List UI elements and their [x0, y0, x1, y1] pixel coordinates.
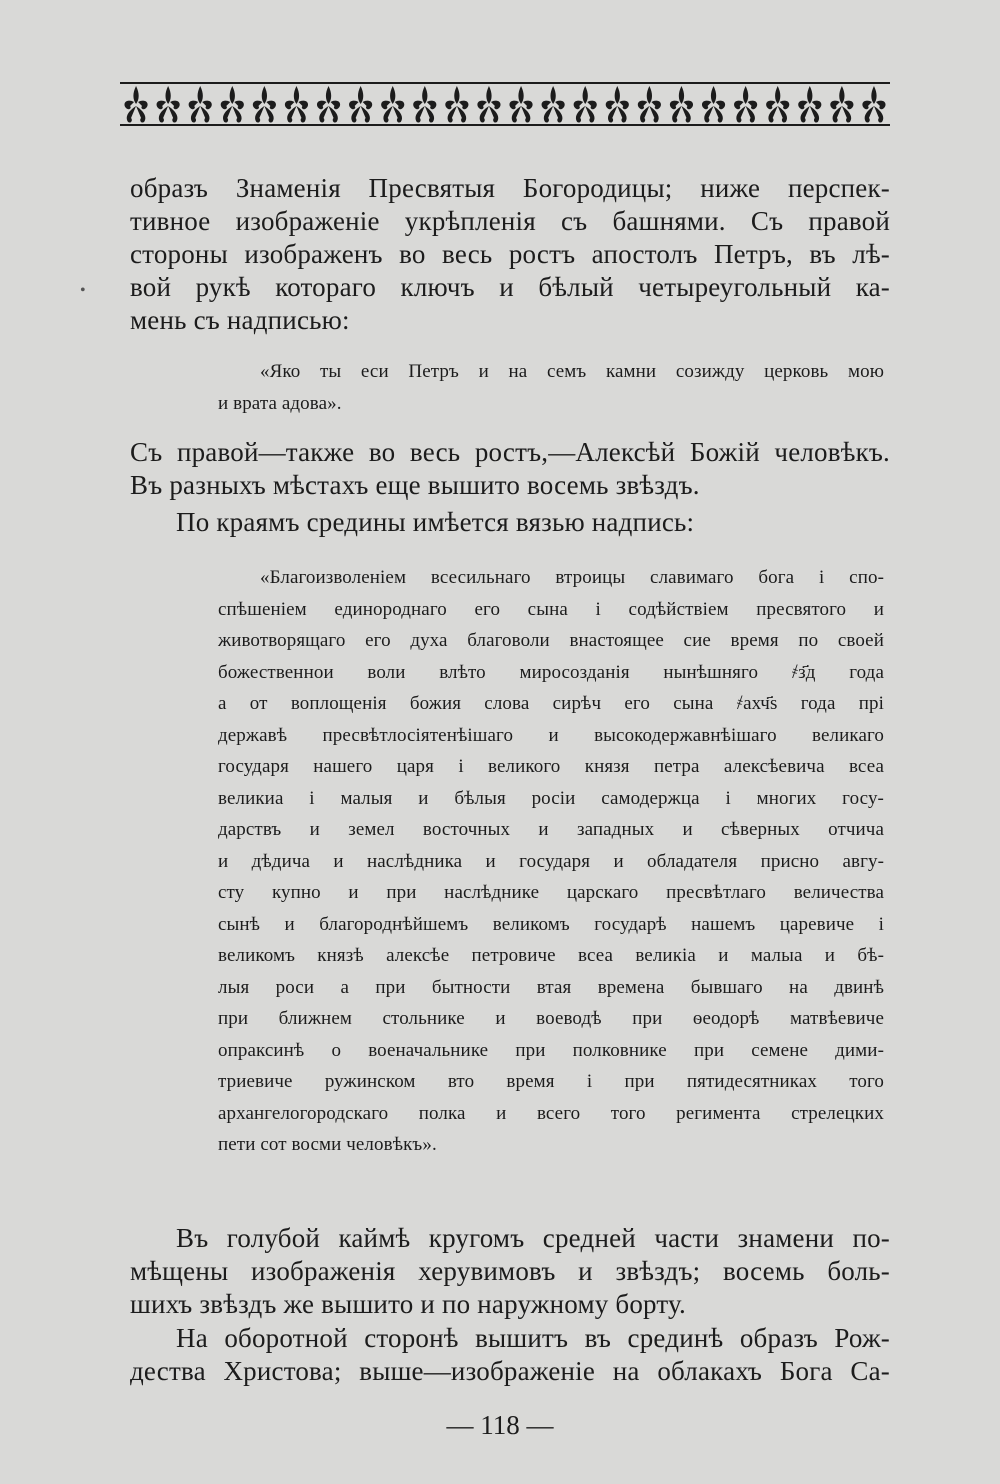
text-line: вой рукѣ котораго ключъ и бѣлый четыреугольный ка-	[130, 272, 890, 302]
quote-line: сту купно и при наслѣднике царскаго пресвѣтлаго величества	[218, 882, 884, 903]
quote-line: животворящаго его духа благоволи внастоящее сие время по своей	[218, 630, 884, 651]
text-line: Въ голубой каймѣ кругомъ средней части знамени по-	[176, 1223, 890, 1253]
quote-line: «Яко ты еси Петръ и на семъ камни созижду церковь мою	[260, 361, 884, 382]
quote-line: великиа і малыя и бѣлыя росіи самодержца і многих госу-	[218, 787, 884, 809]
quote-line: сынѣ и благороднѣйшемъ великомъ государѣ нашемъ царевиче і	[218, 913, 884, 935]
quote-line: и дѣдича и наслѣдника и государя и обладателя присно авгу-	[218, 850, 884, 872]
quote-line: пети сот восми человѣкъ».	[218, 1134, 437, 1155]
quote-line: дарствъ и земел восточных и западных и сѣверных отчича	[218, 819, 884, 840]
quote-line: и врата адова».	[218, 392, 342, 414]
text-line: Въ разныхъ мѣстахъ еще вышито восемь звѣздъ.	[130, 470, 700, 500]
ornament-icon	[120, 80, 890, 128]
paragraph-3	[130, 506, 890, 539]
paragraph-5	[130, 1322, 890, 1388]
text-line: Съ правой—также во весь ростъ,—Алексѣй Божій человѣкъ.	[130, 437, 890, 467]
paragraph-4	[130, 1222, 890, 1321]
quote-line: спѣшеніем единороднаго его сына і содѣйствіем пресвятого и	[218, 598, 884, 620]
quote-line: державѣ пресвѣтлосіятенѣішаго и высокодержавнѣішаго великаго	[218, 724, 884, 746]
quote-line: лыя роси а при бытности втая времена бывшаго на двинѣ	[218, 976, 884, 998]
text-line: шихъ звѣздъ же вышито и по наружному борту.	[130, 1289, 686, 1319]
text-line: На оборотной сторонѣ вышитъ въ срединѣ образъ Рож-	[176, 1323, 890, 1353]
page-number: — 118 —	[446, 1410, 554, 1440]
quote-line: «Благоизволеніем всесильнаго втроицы славимаго бога і спо-	[260, 567, 884, 588]
ornamental-header-border	[120, 80, 890, 128]
quote-line: государя нашего царя і великого князя петра алексѣевича всеа	[218, 756, 884, 777]
quote-line: великомъ князѣ алексѣе петровиче всеа великіа и малыа и бѣ-	[218, 945, 884, 966]
text-line: дества Христова; выше—изображеніе на облакахъ Бога Са-	[130, 1356, 890, 1386]
quote-line: а от воплощенія божия слова сирѣч его сына ҂ахч҃ѕ года прі	[218, 693, 884, 714]
quote-line: архангелогородскаго полка и всего того регимента стрелецких	[218, 1102, 884, 1124]
margin-mark: •	[80, 282, 86, 299]
text-line: мѣщены изображенія херувимовъ и звѣздъ; восемь боль-	[130, 1256, 890, 1286]
quote-line: божественнои воли влѣто миросозданія нынѣшняго ҂з҃д года	[218, 661, 884, 683]
quote-line: опраксинѣ о военачальнике при полковнике при семене дими-	[218, 1039, 884, 1061]
text-line: образъ Знаменія Пресвятыя Богородицы; ниже перспек-	[130, 173, 890, 203]
paragraph-1	[130, 172, 890, 337]
text-line: тивное изображеніе укрѣпленія съ башнями. Съ правой	[130, 206, 890, 236]
quote-line: при ближнем стольнике и воеводѣ при ѳеодорѣ матвѣевиче	[218, 1008, 884, 1029]
text-line: стороны изображенъ во весь ростъ апостолъ Петръ, въ лѣ-	[130, 239, 890, 269]
text-line: По краямъ средины имѣется вязью надпись:	[176, 507, 695, 537]
quote-1	[218, 356, 884, 419]
paragraph-2	[130, 436, 890, 502]
quote-2	[218, 562, 884, 1161]
text-line: мень съ надписью:	[130, 305, 350, 335]
quote-line: триевиче ружинском вто время і при пятидесятниках того	[218, 1071, 884, 1092]
